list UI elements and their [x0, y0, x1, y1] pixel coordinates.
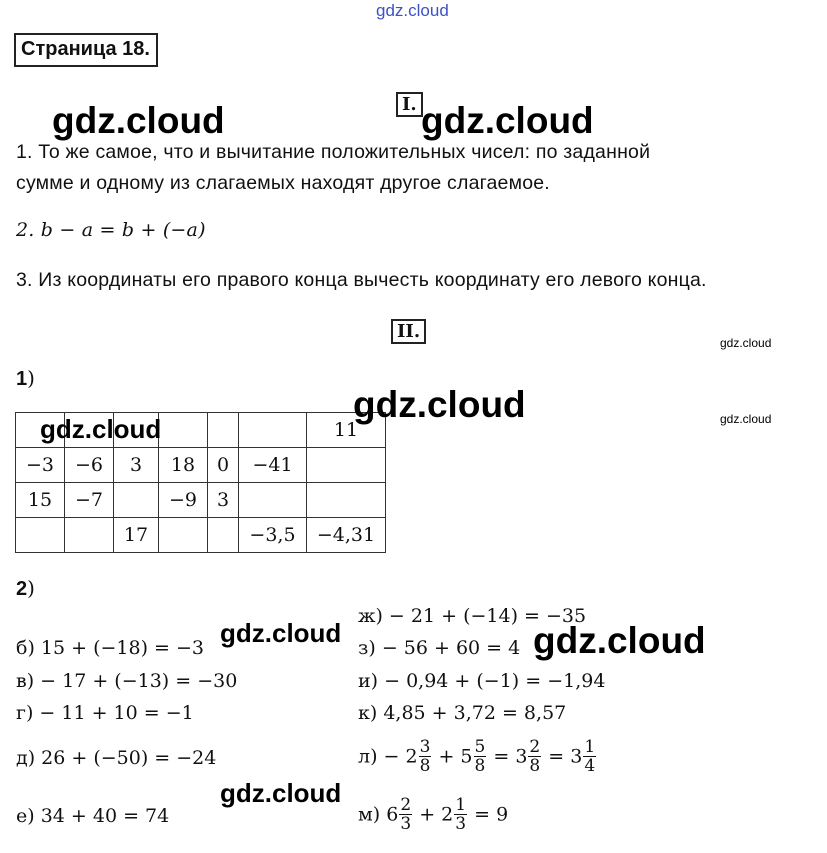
equation-m-part: м) 6 — [358, 803, 399, 826]
table-cell — [239, 413, 307, 448]
table-cell: −3,5 — [239, 518, 307, 553]
table-cell: 3 — [114, 448, 159, 483]
fraction — [399, 796, 412, 833]
watermark: gdz.cloud — [220, 618, 342, 648]
watermark: gdz.cloud — [533, 620, 706, 661]
equation-b: б) 15 + (−18) = −3 — [16, 637, 204, 659]
equation-l-part: = 3 — [542, 745, 583, 768]
part-2-number: 2 — [16, 578, 28, 600]
table-cell — [114, 483, 159, 518]
watermark: gdz.cloud — [52, 100, 225, 141]
fraction-denominator: 3 — [455, 814, 467, 834]
answer-1-line-2: сумме и одному из слагаемых находят другое слагаемое. — [16, 172, 550, 194]
table-cell — [307, 448, 386, 483]
watermark: gdz.cloud — [40, 414, 162, 444]
watermark-small: gdz.cloud — [720, 336, 772, 350]
equation-i: и) − 0,94 + (−1) = −1,94 — [358, 670, 606, 692]
table-row — [16, 448, 386, 483]
fraction-numerator: 2 — [529, 737, 541, 757]
equation-d: д) 26 + (−50) = −24 — [16, 747, 217, 769]
fraction-denominator: 3 — [400, 814, 412, 834]
equation-m-part: = 9 — [468, 803, 509, 826]
fraction — [419, 738, 432, 775]
fraction-numerator: 1 — [584, 737, 596, 757]
watermark-small: gdz.cloud — [720, 412, 772, 426]
fraction-denominator: 8 — [419, 756, 431, 776]
table-cell — [159, 518, 208, 553]
part-1-number: 1 — [16, 368, 28, 390]
part-1-paren: ) — [27, 366, 35, 390]
fraction — [528, 738, 541, 775]
table-cell: −9 — [159, 483, 208, 518]
fraction-denominator: 8 — [529, 756, 541, 776]
fraction-denominator: 8 — [474, 756, 486, 776]
fraction — [474, 738, 487, 775]
table-cell: 18 — [159, 448, 208, 483]
part-2-paren: ) — [27, 576, 35, 600]
table-cell: 15 — [16, 483, 65, 518]
table-cell: −6 — [65, 448, 114, 483]
table-cell — [239, 483, 307, 518]
fraction-numerator: 5 — [474, 737, 486, 757]
table-cell — [208, 518, 239, 553]
fraction-numerator: 1 — [455, 795, 467, 815]
watermark: gdz.cloud — [353, 384, 526, 425]
equation-l — [358, 738, 597, 775]
table-cell: 0 — [208, 448, 239, 483]
fraction-numerator: 2 — [400, 795, 412, 815]
answer-3: 3. Из координаты его правого конца вычесть координату его левого конца. — [16, 269, 707, 291]
table-cell — [16, 518, 65, 553]
equation-e: е) 34 + 40 = 74 — [16, 805, 170, 827]
equation-l-part: = 3 — [487, 745, 528, 768]
equation-m-part: + 2 — [413, 803, 454, 826]
table-cell — [65, 518, 114, 553]
table-row — [16, 518, 386, 553]
watermark: gdz.cloud — [220, 778, 342, 808]
equation-zh: ж) − 21 + (−14) = −35 — [358, 605, 587, 627]
fraction — [454, 796, 467, 833]
table-cell: −3 — [16, 448, 65, 483]
table-row — [16, 483, 386, 518]
answer-2: 2. b − a = b + (−a) — [16, 219, 206, 241]
table-cell: 11 — [307, 413, 386, 448]
table-cell — [159, 413, 208, 448]
fraction-numerator: 3 — [419, 737, 431, 757]
equation-g: г) − 11 + 10 = −1 — [16, 702, 194, 724]
equation-m — [358, 796, 508, 833]
equation-k: к) 4,85 + 3,72 = 8,57 — [358, 702, 567, 724]
table-cell — [307, 483, 386, 518]
equation-z: з) − 56 + 60 = 4 — [358, 637, 521, 659]
table-cell — [208, 413, 239, 448]
equation-v: в) − 17 + (−13) = −30 — [16, 670, 238, 692]
equation-l-part: л) − 2 — [358, 745, 418, 768]
table-cell: −4,31 — [307, 518, 386, 553]
section-one-heading: I. — [396, 92, 423, 117]
answer-1-line-1: 1. То же самое, что и вычитание положительных чисел: по заданной — [16, 141, 651, 163]
fraction — [583, 738, 596, 775]
table-cell: −41 — [239, 448, 307, 483]
table-cell: 17 — [114, 518, 159, 553]
part-2-label — [16, 576, 35, 601]
fraction-denominator: 4 — [584, 756, 596, 776]
part-1-label — [16, 366, 35, 391]
page-label: Страница 18. — [14, 33, 158, 67]
table-cell: −7 — [65, 483, 114, 518]
watermark-top: gdz.cloud — [376, 1, 449, 20]
equation-l-part: + 5 — [432, 745, 473, 768]
table-cell: 3 — [208, 483, 239, 518]
watermark: gdz.cloud — [421, 100, 594, 141]
section-two-heading: II. — [391, 319, 426, 344]
